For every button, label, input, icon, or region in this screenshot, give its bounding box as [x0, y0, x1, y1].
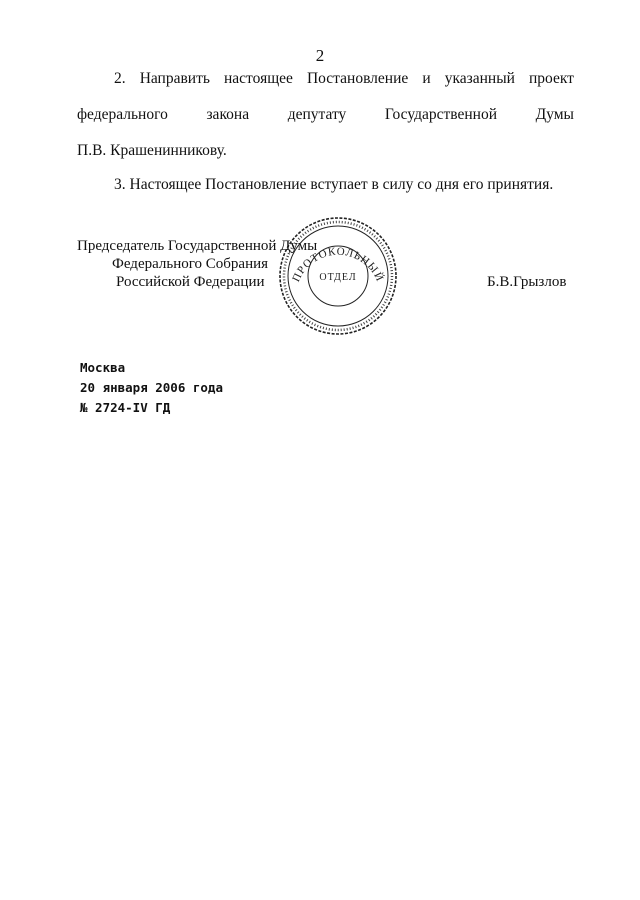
word: Государственной [384, 106, 498, 123]
word: федерального [77, 106, 168, 123]
word: указанный [444, 70, 515, 87]
footer-doc-number: № 2724-IV ГД [80, 400, 171, 415]
paragraph-2-line-3: П.В. Крашенинникову. [77, 142, 227, 159]
word: проект [528, 70, 574, 87]
word: депутату [287, 106, 347, 123]
paragraph-2-line-1 [114, 70, 574, 88]
stamp-center-text: ОТДЕЛ [319, 272, 357, 283]
page-number: 2 [315, 46, 325, 65]
word: Направить [139, 70, 210, 87]
signature-title-line-3: Российской Федерации [116, 274, 265, 290]
signer-name: Б.В.Грызлов [487, 274, 567, 290]
paragraph-3: 3. Настоящее Постановление вступает в силу со дня его принятия. [114, 176, 554, 193]
word: 2. [114, 70, 126, 87]
word: и [422, 70, 431, 87]
word: настоящее [224, 70, 293, 87]
signature-title-line-1: Председатель Государственной Думы [77, 238, 318, 254]
word: закона [206, 106, 250, 123]
word: Постановление [306, 70, 409, 87]
stamp-arc-text: ПРОТОКОЛЬНЫЙ [290, 245, 386, 284]
footer-date: 20 января 2006 года [80, 380, 223, 395]
word: Думы [535, 106, 574, 123]
paragraph-2-line-2 [77, 106, 574, 124]
signature-title-line-2: Федерального Собрания [112, 256, 269, 272]
footer-city: Москва [80, 360, 126, 375]
official-stamp [276, 214, 400, 338]
